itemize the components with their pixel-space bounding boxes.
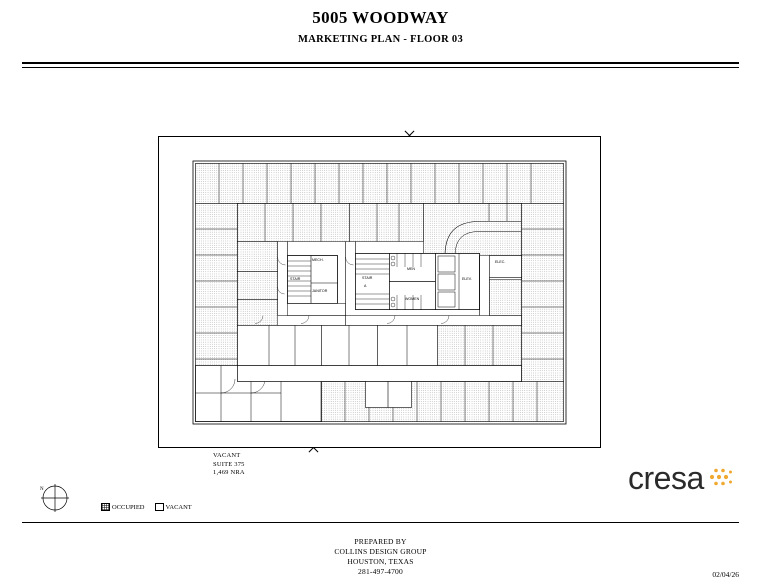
svg-text:ELEC.: ELEC. [495,260,506,264]
footer-company: COLLINS DESIGN GROUP [334,547,427,556]
suite-note-line3: 1,469 NRA [213,469,245,476]
vacant-suite-note [213,452,245,478]
cresa-wordmark: cresa [628,460,704,496]
legend-label-vacant: VACANT [165,503,192,511]
svg-text:WOMEN: WOMEN [405,297,420,301]
cresa-logo [628,462,734,494]
page-subtitle: MARKETING PLAN - FLOOR 03 [298,34,463,45]
svg-text:ELEV.: ELEV. [462,277,472,281]
floor-plan-frame [158,136,601,448]
legend-item-vacant [155,503,192,511]
svg-text:MEN: MEN [407,267,415,271]
vacant-swatch-icon [155,503,164,511]
svg-text:JANITOR: JANITOR [312,289,328,293]
svg-text:STAIR: STAIR [290,277,301,281]
footer-divider [22,522,739,523]
north-label: N [40,487,44,492]
svg-text:MECH.: MECH. [312,258,324,262]
cresa-dots-icon [708,464,734,490]
document-header [0,8,761,46]
legend [101,503,192,511]
header-rule-thin [22,67,739,68]
floor-plan-drawing [159,137,600,447]
legend-label-occupied: OCCUPIED [112,503,145,511]
header-rule-thick [22,62,739,64]
footer-date: 02/04/26 [712,570,739,579]
suite-note-line2: SUITE 375 [213,460,245,468]
footer-location: HOUSTON, TEXAS [347,557,414,566]
document-footer [0,537,761,577]
page-title: 5005 WOODWAY [312,8,449,27]
legend-item-occupied [101,503,145,511]
header-divider [22,62,739,68]
footer-phone: 281-497-4700 [358,567,403,576]
suite-note-line1: VACANT [213,452,241,459]
svg-text:STAIR: STAIR [362,276,373,280]
footer-prepared-by: PREPARED BY [354,537,407,546]
svg-text:A: A [364,284,367,288]
occupied-swatch-icon [101,503,110,511]
